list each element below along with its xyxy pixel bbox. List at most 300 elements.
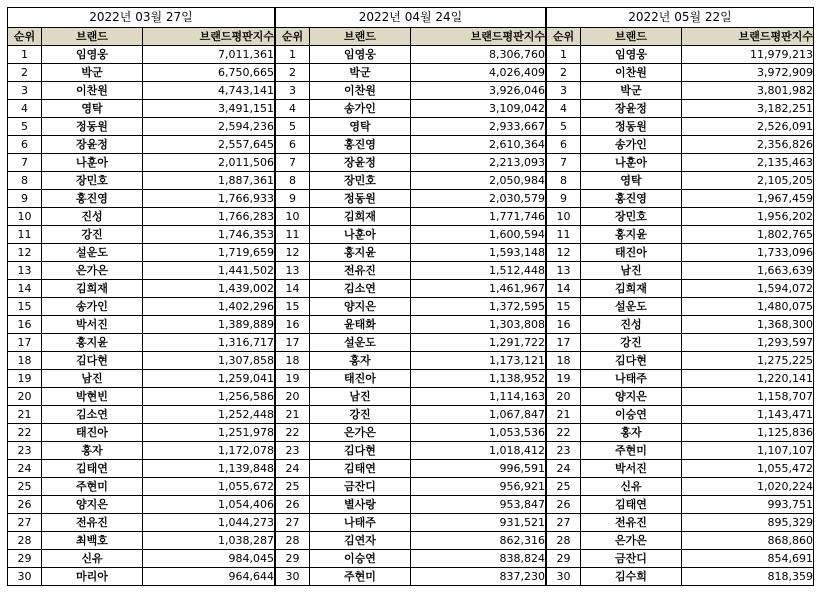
brand-cell: 장민호 <box>42 172 143 190</box>
rank-cell: 17 <box>276 334 310 352</box>
table-row <box>547 352 814 370</box>
rank-cell: 1 <box>276 46 310 64</box>
brand-cell: 김태연 <box>42 460 143 478</box>
index-cell: 1,044,273 <box>143 514 275 532</box>
table-row <box>8 190 275 208</box>
brand-cell: 정동원 <box>42 118 143 136</box>
rank-cell: 11 <box>276 226 310 244</box>
index-cell: 996,591 <box>411 460 546 478</box>
index-cell: 1,887,361 <box>143 172 275 190</box>
index-cell: 4,026,409 <box>411 64 546 82</box>
table-row <box>547 136 814 154</box>
rank-cell: 21 <box>547 406 581 424</box>
brand-cell: 이승연 <box>310 550 411 568</box>
rank-cell: 28 <box>547 532 581 550</box>
table-row <box>547 118 814 136</box>
rank-cell: 9 <box>276 190 310 208</box>
brand-cell: 양지은 <box>310 298 411 316</box>
rank-cell: 24 <box>547 460 581 478</box>
brand-cell: 장윤정 <box>42 136 143 154</box>
index-cell: 1,055,672 <box>143 478 275 496</box>
rank-cell: 26 <box>276 496 310 514</box>
brand-cell: 김태연 <box>581 496 682 514</box>
index-cell: 1,719,659 <box>143 244 275 262</box>
table-row <box>547 154 814 172</box>
brand-cell: 영탁 <box>581 172 682 190</box>
table-row <box>276 280 546 298</box>
table-row <box>547 388 814 406</box>
table-row <box>547 64 814 82</box>
rank-cell: 14 <box>276 280 310 298</box>
brand-cell: 강진 <box>42 226 143 244</box>
index-cell: 1,114,163 <box>411 388 546 406</box>
index-cell: 1,138,952 <box>411 370 546 388</box>
brand-cell: 주현미 <box>310 568 411 586</box>
rank-cell: 30 <box>276 568 310 586</box>
index-cell: 1,372,595 <box>411 298 546 316</box>
index-cell: 1,125,836 <box>682 424 814 442</box>
brand-header: 브랜드 <box>310 28 411 46</box>
index-cell: 1,020,224 <box>682 478 814 496</box>
table-row <box>547 244 814 262</box>
table-row <box>276 154 546 172</box>
brand-cell: 송가인 <box>581 136 682 154</box>
rank-cell: 5 <box>547 118 581 136</box>
brand-cell: 은가은 <box>310 424 411 442</box>
rank-cell: 3 <box>8 82 42 100</box>
table-row <box>276 352 546 370</box>
rank-cell: 20 <box>8 388 42 406</box>
rank-header: 순위 <box>547 28 581 46</box>
rank-cell: 25 <box>547 478 581 496</box>
rank-cell: 5 <box>8 118 42 136</box>
index-cell: 6,750,665 <box>143 64 275 82</box>
rank-cell: 28 <box>276 532 310 550</box>
brand-cell: 홍진영 <box>42 190 143 208</box>
brand-cell: 이찬원 <box>310 82 411 100</box>
brand-cell: 박군 <box>42 64 143 82</box>
brand-cell: 신유 <box>581 478 682 496</box>
rank-cell: 27 <box>8 514 42 532</box>
table-row <box>8 424 275 442</box>
table-row <box>276 136 546 154</box>
brand-cell: 임영웅 <box>42 46 143 64</box>
brand-cell: 이찬원 <box>581 64 682 82</box>
table-row <box>547 82 814 100</box>
index-cell: 1,766,933 <box>143 190 275 208</box>
brand-cell: 김태연 <box>310 460 411 478</box>
table-row <box>8 550 275 568</box>
brand-cell: 나태주 <box>310 514 411 532</box>
brand-header: 브랜드 <box>581 28 682 46</box>
table-row <box>8 460 275 478</box>
brand-cell: 임영웅 <box>310 46 411 64</box>
table-row <box>8 370 275 388</box>
table-row <box>276 370 546 388</box>
table-row <box>547 226 814 244</box>
index-cell: 1,593,148 <box>411 244 546 262</box>
brand-cell: 신유 <box>42 550 143 568</box>
table-row <box>8 244 275 262</box>
rank-cell: 6 <box>276 136 310 154</box>
brand-header: 브랜드 <box>42 28 143 46</box>
brand-cell: 은가은 <box>581 532 682 550</box>
rank-cell: 26 <box>8 496 42 514</box>
index-cell: 1,172,078 <box>143 442 275 460</box>
index-cell: 1,107,107 <box>682 442 814 460</box>
rank-cell: 6 <box>547 136 581 154</box>
rank-cell: 13 <box>8 262 42 280</box>
brand-cell: 남진 <box>581 262 682 280</box>
table-row <box>547 298 814 316</box>
table-row <box>8 154 275 172</box>
ranking-table-march <box>7 7 275 586</box>
index-cell: 1,307,858 <box>143 352 275 370</box>
brand-cell: 설운도 <box>310 334 411 352</box>
brand-cell: 나태주 <box>581 370 682 388</box>
brand-cell: 전유진 <box>581 514 682 532</box>
rank-cell: 24 <box>276 460 310 478</box>
rank-header: 순위 <box>8 28 42 46</box>
rank-cell: 2 <box>276 64 310 82</box>
index-cell: 11,979,213 <box>682 46 814 64</box>
index-cell: 895,329 <box>682 514 814 532</box>
period-date: 2022년 05월 22일 <box>547 8 814 28</box>
table-row <box>276 550 546 568</box>
table-row <box>276 460 546 478</box>
index-cell: 1,956,202 <box>682 208 814 226</box>
table-row <box>276 514 546 532</box>
brand-cell: 전유진 <box>310 262 411 280</box>
index-cell: 2,050,984 <box>411 172 546 190</box>
table-row <box>547 100 814 118</box>
table-row <box>547 262 814 280</box>
brand-cell: 김소연 <box>42 406 143 424</box>
index-cell: 868,860 <box>682 532 814 550</box>
table-row <box>276 82 546 100</box>
rank-cell: 19 <box>8 370 42 388</box>
table-row <box>276 46 546 64</box>
brand-cell: 박군 <box>310 64 411 82</box>
index-cell: 2,135,463 <box>682 154 814 172</box>
rank-cell: 10 <box>547 208 581 226</box>
index-cell: 2,213,093 <box>411 154 546 172</box>
table-row <box>276 262 546 280</box>
brand-cell: 홍지윤 <box>581 226 682 244</box>
rank-cell: 9 <box>8 190 42 208</box>
brand-cell: 금잔디 <box>310 478 411 496</box>
brand-cell: 홍자 <box>310 352 411 370</box>
rank-cell: 7 <box>276 154 310 172</box>
table-row <box>8 496 275 514</box>
brand-cell: 마리아 <box>42 568 143 586</box>
index-cell: 1,067,847 <box>411 406 546 424</box>
table-row <box>276 172 546 190</box>
table-row <box>276 208 546 226</box>
index-cell: 1,746,353 <box>143 226 275 244</box>
brand-cell: 주현미 <box>42 478 143 496</box>
brand-cell: 영탁 <box>310 118 411 136</box>
brand-cell: 정동원 <box>581 118 682 136</box>
brand-cell: 이승연 <box>581 406 682 424</box>
rank-cell: 23 <box>547 442 581 460</box>
table-row <box>547 334 814 352</box>
index-cell: 1,158,707 <box>682 388 814 406</box>
rank-cell: 7 <box>8 154 42 172</box>
brand-cell: 김희재 <box>581 280 682 298</box>
table-row <box>547 532 814 550</box>
rank-cell: 27 <box>276 514 310 532</box>
rank-cell: 19 <box>547 370 581 388</box>
brand-cell: 김다현 <box>42 352 143 370</box>
rank-cell: 9 <box>547 190 581 208</box>
table-row <box>8 532 275 550</box>
index-cell: 1,594,072 <box>682 280 814 298</box>
index-cell: 953,847 <box>411 496 546 514</box>
brand-cell: 강진 <box>310 406 411 424</box>
table-row <box>547 460 814 478</box>
rank-cell: 6 <box>8 136 42 154</box>
table-row <box>276 226 546 244</box>
brand-cell: 태진아 <box>310 370 411 388</box>
index-cell: 3,801,982 <box>682 82 814 100</box>
table-row <box>547 208 814 226</box>
rank-cell: 27 <box>547 514 581 532</box>
rank-cell: 19 <box>276 370 310 388</box>
rank-cell: 30 <box>547 568 581 586</box>
index-header: 브랜드평판지수 <box>682 28 814 46</box>
table-row <box>8 568 275 586</box>
index-cell: 2,526,091 <box>682 118 814 136</box>
index-header: 브랜드평판지수 <box>411 28 546 46</box>
index-cell: 7,011,361 <box>143 46 275 64</box>
brand-cell: 박군 <box>581 82 682 100</box>
table-row <box>8 352 275 370</box>
rank-cell: 16 <box>276 316 310 334</box>
rank-cell: 5 <box>276 118 310 136</box>
index-cell: 1,600,594 <box>411 226 546 244</box>
table-row <box>276 478 546 496</box>
brand-cell: 나훈아 <box>42 154 143 172</box>
rank-cell: 29 <box>8 550 42 568</box>
index-cell: 4,743,141 <box>143 82 275 100</box>
rank-cell: 17 <box>547 334 581 352</box>
index-cell: 1,766,283 <box>143 208 275 226</box>
rank-cell: 15 <box>8 298 42 316</box>
rank-cell: 16 <box>8 316 42 334</box>
table-row <box>8 514 275 532</box>
index-cell: 3,182,251 <box>682 100 814 118</box>
index-cell: 931,521 <box>411 514 546 532</box>
brand-cell: 김희재 <box>310 208 411 226</box>
table-row <box>276 424 546 442</box>
ranking-tables <box>7 7 814 586</box>
rank-cell: 2 <box>547 64 581 82</box>
index-cell: 1,256,586 <box>143 388 275 406</box>
rank-cell: 25 <box>276 478 310 496</box>
index-cell: 2,011,506 <box>143 154 275 172</box>
rank-cell: 2 <box>8 64 42 82</box>
brand-cell: 이찬원 <box>42 82 143 100</box>
table-row <box>276 568 546 586</box>
index-cell: 2,105,205 <box>682 172 814 190</box>
rank-cell: 17 <box>8 334 42 352</box>
index-cell: 1,389,889 <box>143 316 275 334</box>
brand-cell: 전유진 <box>42 514 143 532</box>
ranking-table-may <box>546 7 814 586</box>
table-row <box>547 190 814 208</box>
table-row <box>276 442 546 460</box>
rank-cell: 20 <box>547 388 581 406</box>
brand-cell: 양지은 <box>581 388 682 406</box>
rank-cell: 10 <box>8 208 42 226</box>
index-cell: 1,368,300 <box>682 316 814 334</box>
index-cell: 1,733,096 <box>682 244 814 262</box>
table-row <box>8 442 275 460</box>
brand-cell: 남진 <box>42 370 143 388</box>
brand-cell: 홍자 <box>42 442 143 460</box>
index-cell: 1,480,075 <box>682 298 814 316</box>
rank-cell: 10 <box>276 208 310 226</box>
table-row <box>547 478 814 496</box>
brand-cell: 윤태화 <box>310 316 411 334</box>
table-row <box>8 478 275 496</box>
brand-cell: 양지은 <box>42 496 143 514</box>
brand-cell: 김희재 <box>42 280 143 298</box>
brand-cell: 임영웅 <box>581 46 682 64</box>
rank-cell: 22 <box>547 424 581 442</box>
rank-cell: 14 <box>547 280 581 298</box>
table-row <box>8 82 275 100</box>
index-cell: 2,610,364 <box>411 136 546 154</box>
index-cell: 1,173,121 <box>411 352 546 370</box>
brand-cell: 주현미 <box>581 442 682 460</box>
table-row <box>8 172 275 190</box>
table-row <box>8 136 275 154</box>
table-row <box>276 118 546 136</box>
index-cell: 3,926,046 <box>411 82 546 100</box>
index-cell: 1,316,717 <box>143 334 275 352</box>
rank-cell: 4 <box>547 100 581 118</box>
rank-cell: 29 <box>547 550 581 568</box>
index-cell: 1,802,765 <box>682 226 814 244</box>
rank-cell: 12 <box>8 244 42 262</box>
rank-cell: 13 <box>276 262 310 280</box>
brand-cell: 박서진 <box>42 316 143 334</box>
period-date: 2022년 04월 24일 <box>276 8 546 28</box>
rank-cell: 11 <box>8 226 42 244</box>
brand-cell: 정동원 <box>310 190 411 208</box>
index-cell: 1,018,412 <box>411 442 546 460</box>
index-cell: 1,054,406 <box>143 496 275 514</box>
table-row <box>8 226 275 244</box>
table-row <box>8 334 275 352</box>
brand-cell: 홍지윤 <box>310 244 411 262</box>
rank-cell: 4 <box>276 100 310 118</box>
table-row <box>276 298 546 316</box>
table-row <box>547 280 814 298</box>
brand-cell: 송가인 <box>42 298 143 316</box>
brand-cell: 김다현 <box>581 352 682 370</box>
brand-cell: 태진아 <box>42 424 143 442</box>
rank-cell: 29 <box>276 550 310 568</box>
brand-cell: 송가인 <box>310 100 411 118</box>
index-cell: 3,491,151 <box>143 100 275 118</box>
rank-cell: 23 <box>8 442 42 460</box>
brand-cell: 박서진 <box>581 460 682 478</box>
index-cell: 1,441,502 <box>143 262 275 280</box>
index-cell: 1,143,471 <box>682 406 814 424</box>
table-row <box>547 172 814 190</box>
brand-cell: 김수희 <box>581 568 682 586</box>
index-cell: 8,306,760 <box>411 46 546 64</box>
index-cell: 1,293,597 <box>682 334 814 352</box>
brand-cell: 김소연 <box>310 280 411 298</box>
index-cell: 1,251,978 <box>143 424 275 442</box>
brand-cell: 금잔디 <box>581 550 682 568</box>
rank-cell: 18 <box>547 352 581 370</box>
index-cell: 956,921 <box>411 478 546 496</box>
brand-cell: 강진 <box>581 334 682 352</box>
brand-cell: 홍자 <box>581 424 682 442</box>
index-cell: 1,055,472 <box>682 460 814 478</box>
table-row <box>8 406 275 424</box>
index-cell: 2,030,579 <box>411 190 546 208</box>
rank-cell: 8 <box>547 172 581 190</box>
rank-cell: 18 <box>8 352 42 370</box>
brand-cell: 김다현 <box>310 442 411 460</box>
rank-cell: 11 <box>547 226 581 244</box>
brand-cell: 설운도 <box>42 244 143 262</box>
index-cell: 1,771,746 <box>411 208 546 226</box>
index-cell: 1,461,967 <box>411 280 546 298</box>
brand-cell: 최백호 <box>42 532 143 550</box>
brand-cell: 장민호 <box>310 172 411 190</box>
brand-cell: 남진 <box>310 388 411 406</box>
brand-cell: 나훈아 <box>581 154 682 172</box>
table-row <box>8 280 275 298</box>
brand-cell: 은가은 <box>42 262 143 280</box>
rank-cell: 28 <box>8 532 42 550</box>
rank-cell: 15 <box>547 298 581 316</box>
rank-cell: 20 <box>276 388 310 406</box>
rank-cell: 25 <box>8 478 42 496</box>
rank-cell: 30 <box>8 568 42 586</box>
index-cell: 3,972,909 <box>682 64 814 82</box>
table-row <box>8 298 275 316</box>
index-cell: 1,275,225 <box>682 352 814 370</box>
brand-cell: 박현빈 <box>42 388 143 406</box>
brand-cell: 장윤정 <box>581 100 682 118</box>
index-header: 브랜드평판지수 <box>143 28 275 46</box>
index-cell: 993,751 <box>682 496 814 514</box>
table-row <box>276 496 546 514</box>
rank-cell: 23 <box>276 442 310 460</box>
index-cell: 1,402,296 <box>143 298 275 316</box>
period-date: 2022년 03월 27일 <box>8 8 275 28</box>
rank-cell: 26 <box>547 496 581 514</box>
brand-cell: 태진아 <box>581 244 682 262</box>
index-cell: 984,045 <box>143 550 275 568</box>
rank-cell: 1 <box>547 46 581 64</box>
rank-cell: 12 <box>276 244 310 262</box>
table-row <box>8 208 275 226</box>
table-row <box>547 316 814 334</box>
index-cell: 2,356,826 <box>682 136 814 154</box>
index-cell: 2,933,667 <box>411 118 546 136</box>
rank-cell: 22 <box>8 424 42 442</box>
rank-cell: 18 <box>276 352 310 370</box>
